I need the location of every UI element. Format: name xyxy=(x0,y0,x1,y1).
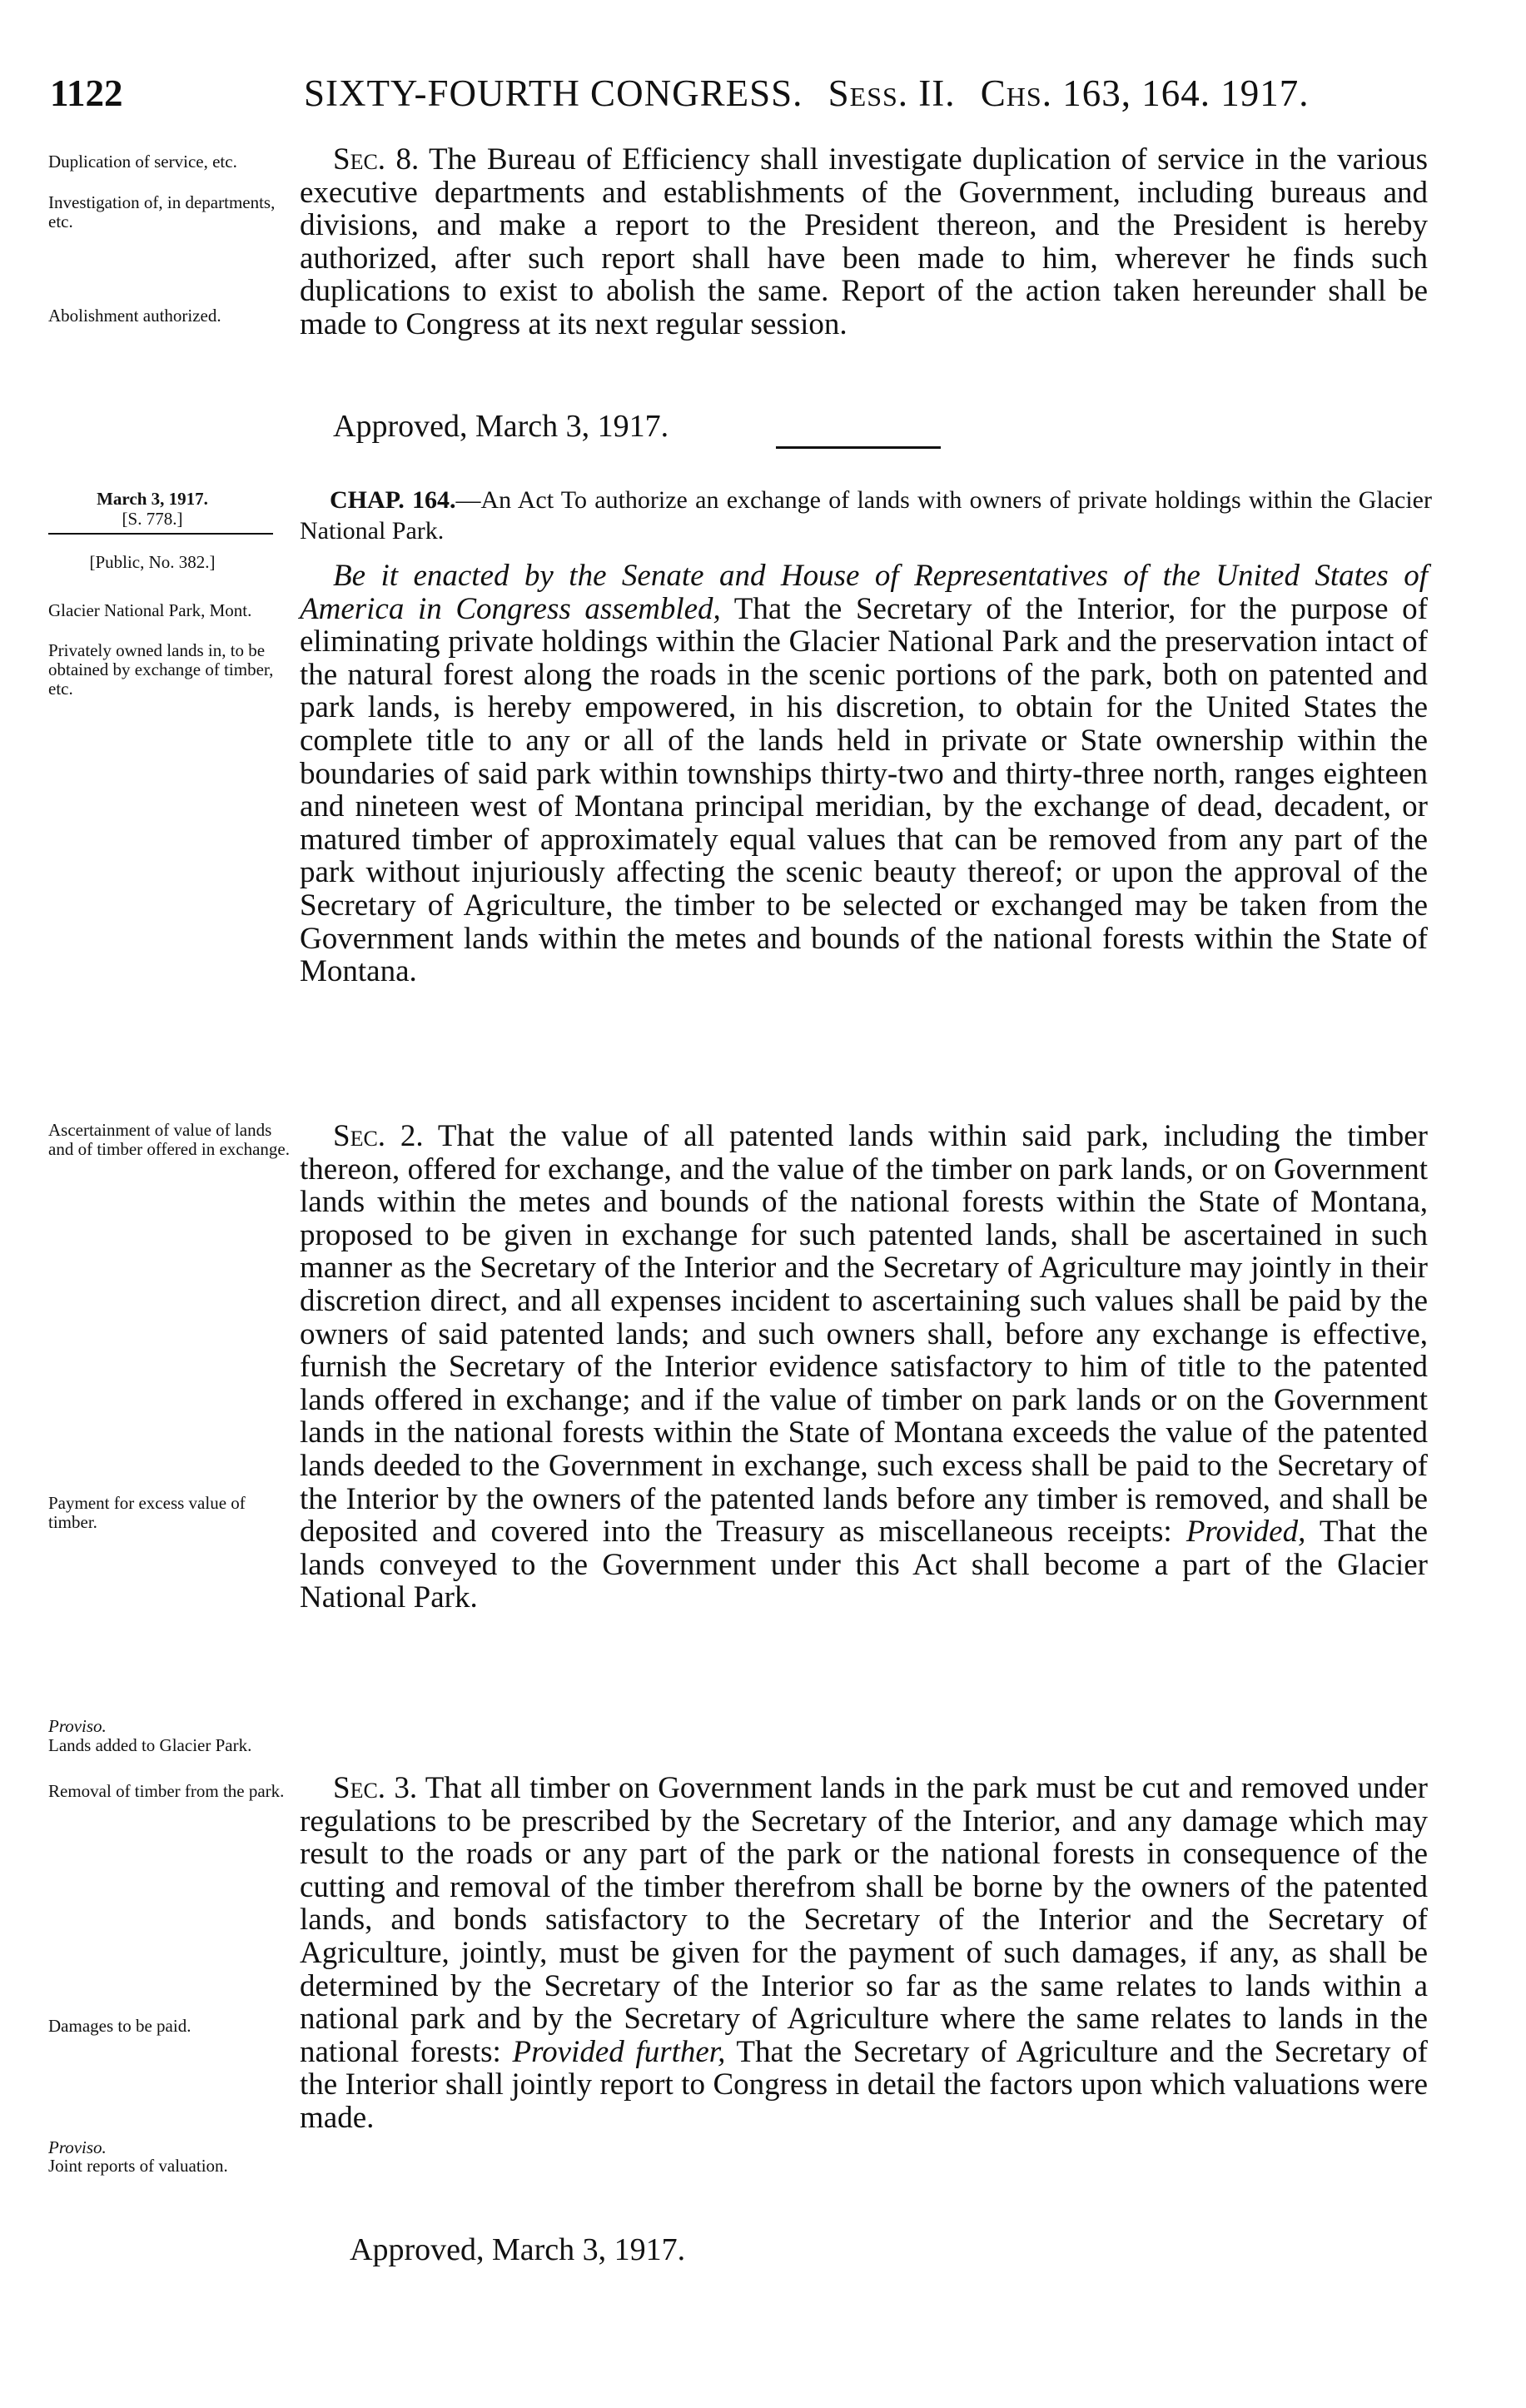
margin-note-privately-owned: Privately owned lands in, to be obtained by exchange of timber, etc. xyxy=(48,640,274,699)
margin-note-lands-added: Lands added to Glacier Park. xyxy=(48,1735,252,1755)
margin-note-investigation: Investigation of, in departments, etc. xyxy=(48,192,276,231)
section-2-proviso-label: Provided, xyxy=(1186,1515,1306,1550)
section-1-text: That the Secretary of the Interior, for the purpose of eliminating private holdings within the Glacier National Park and the preservation intact of the natural forest along the roads in the scenic portions of the park, both on patented and park lands, is hereby empowered, in his discretion, to obtain for the United States the complete title to any or all of the lands held in private or State ownership within the boundaries of said park within townships thirty-two and thirty-three north, ranges eighteen and nineteen west of Montana principal meridian, by the exchange of dead, decadent, or matured timber of approximately equal values that can be removed from any part of the park without injuriously affecting the scenic beauty thereof; or upon the approval of the Secretary of Agriculture, the timber to be selected or exchanged may be taken from the Government lands within the metes and bounds of the national forests within the State of Montana. xyxy=(300,591,1428,989)
section-3-paragraph xyxy=(300,1772,1428,2135)
section-8-label: Sec. 8. xyxy=(333,142,420,177)
section-3 xyxy=(300,1772,1428,2135)
final-approved: Approved, March 3, 1917. xyxy=(350,2232,686,2267)
section-1 xyxy=(300,560,1428,988)
margin-note-abolishment: Abolishment authorized. xyxy=(48,306,221,326)
enacting-clause: Be it enacted by the Senate and House of Representatives of the United States of America in Congress assembled, xyxy=(300,559,1428,626)
running-head-session: Sess. II. xyxy=(828,72,956,114)
chapter-heading xyxy=(300,485,1432,546)
section-2-text: That the value of all patented lands within said park, including the timber thereon, offered for exchange, and the value of the timber on park lands, or on Government lands within the metes and bounds of the national forests within the State of Montana, proposed to be given in exchange for such patented lands, shall be ascertained in such manner as the Secretary of the Interior and the Secretary of Agriculture may jointly in their discretion direct, and all expenses incident to ascertaining such values shall be paid by the owners of said patented lands; and such owners shall, before any exchange is effective, furnish the Secretary of the Interior evidence satisfactory to him of title to the patented lands offered in exchange; and if the value of timber on park lands or on the Government lands in the national forests within the State of Montana exceeds the value of the patented lands deeded to the Government in exchange, such excess shall be paid to the Secretary of the Interior by the owners of the patented lands before any timber is removed, and shall be deposited and covered into the Treasury as miscellaneous receipts: xyxy=(300,1119,1429,1550)
section-3-proviso-text: That the Secretary of Agriculture and the Secretary of the Interior shall jointly report to Congress in detail the factors upon which valuations were made. xyxy=(300,2034,1428,2135)
section-3-text: That all timber on Government lands in the park must be cut and removed under regulations to be prescribed by the Secretary of the Interior, and any damage which may result to the roads or any part of the park or the national forests in consequence of the cutting and removal of the timber therefrom shall be borne by the owners of the patented lands, and bonds satisfactory to the Secretary of the Interior and the Secretary of Agriculture, jointly, must be given for the payment of such damages, if any, as shall be determined by the Secretary of the Interior so far as the same relates to lands within a national park and by the Secretary of Agriculture where the same relates to lands in the national forests: xyxy=(300,1771,1428,2069)
section-8-approved: Approved, March 3, 1917. xyxy=(333,409,669,444)
margin-note-damages: Damages to be paid. xyxy=(48,2016,191,2036)
section-8-paragraph xyxy=(300,143,1428,341)
margin-note-payment-excess: Payment for excess value of timber. xyxy=(48,1493,246,1532)
running-head-title: SIXTY-FOURTH CONGRESS. xyxy=(304,72,803,114)
margin-note-joint-reports: Joint reports of valuation. xyxy=(48,2156,228,2176)
margin-notes xyxy=(48,0,298,2408)
margin-note-proviso-label: Proviso. xyxy=(48,1716,107,1736)
margin-note-public-law: [Public, No. 382.] xyxy=(89,552,216,572)
chapter-title: —An Act To authorize an exchange of lands with owners of private holdings within the Glacier National Park. xyxy=(300,486,1432,545)
section-3-label: Sec. 3. xyxy=(333,1771,418,1805)
margin-rule xyxy=(48,533,273,535)
chapter-divider-rule xyxy=(776,446,941,449)
margin-note-bill-number: [S. 778.] xyxy=(122,509,183,529)
section-8-text: The Bureau of Efficiency shall investigate duplication of service in the various executive departments and establishments of the Government, including bureaus and divisions, and make a report to the President thereon, and the President is hereby authorized, after such report shall have been made to him, wherever he finds such duplications to exist to abolish the same. Report of the action taken hereunder shall be made to Congress at its next regular session. xyxy=(300,142,1428,341)
page-number: 1122 xyxy=(50,72,123,114)
margin-note-removal-timber: Removal of timber from the park. xyxy=(48,1781,285,1801)
section-2 xyxy=(300,1120,1428,1614)
margin-note-proviso-label-2: Proviso. xyxy=(48,2137,107,2157)
running-head-chapters: Chs. 163, 164. 1917. xyxy=(980,72,1310,114)
section-1-paragraph xyxy=(300,560,1428,988)
section-2-label: Sec. 2. xyxy=(333,1119,424,1153)
section-2-paragraph xyxy=(300,1120,1428,1614)
margin-note-duplication: Duplication of service, etc. xyxy=(48,152,237,172)
margin-note-date: March 3, 1917. xyxy=(97,489,208,509)
margin-note-glacier-park: Glacier National Park, Mont. xyxy=(48,600,252,620)
section-2-proviso-text: That the lands conveyed to the Government under this Act shall become a part of the Glacier National Park. xyxy=(300,1515,1428,1615)
section-8 xyxy=(300,143,1428,341)
chapter-label: CHAP. 164. xyxy=(330,486,456,514)
margin-note-ascertainment: Ascertainment of value of lands and of timber offered in exchange. xyxy=(48,1120,290,1159)
running-head xyxy=(304,72,1309,115)
section-3-proviso-label: Provided further, xyxy=(512,2034,726,2069)
